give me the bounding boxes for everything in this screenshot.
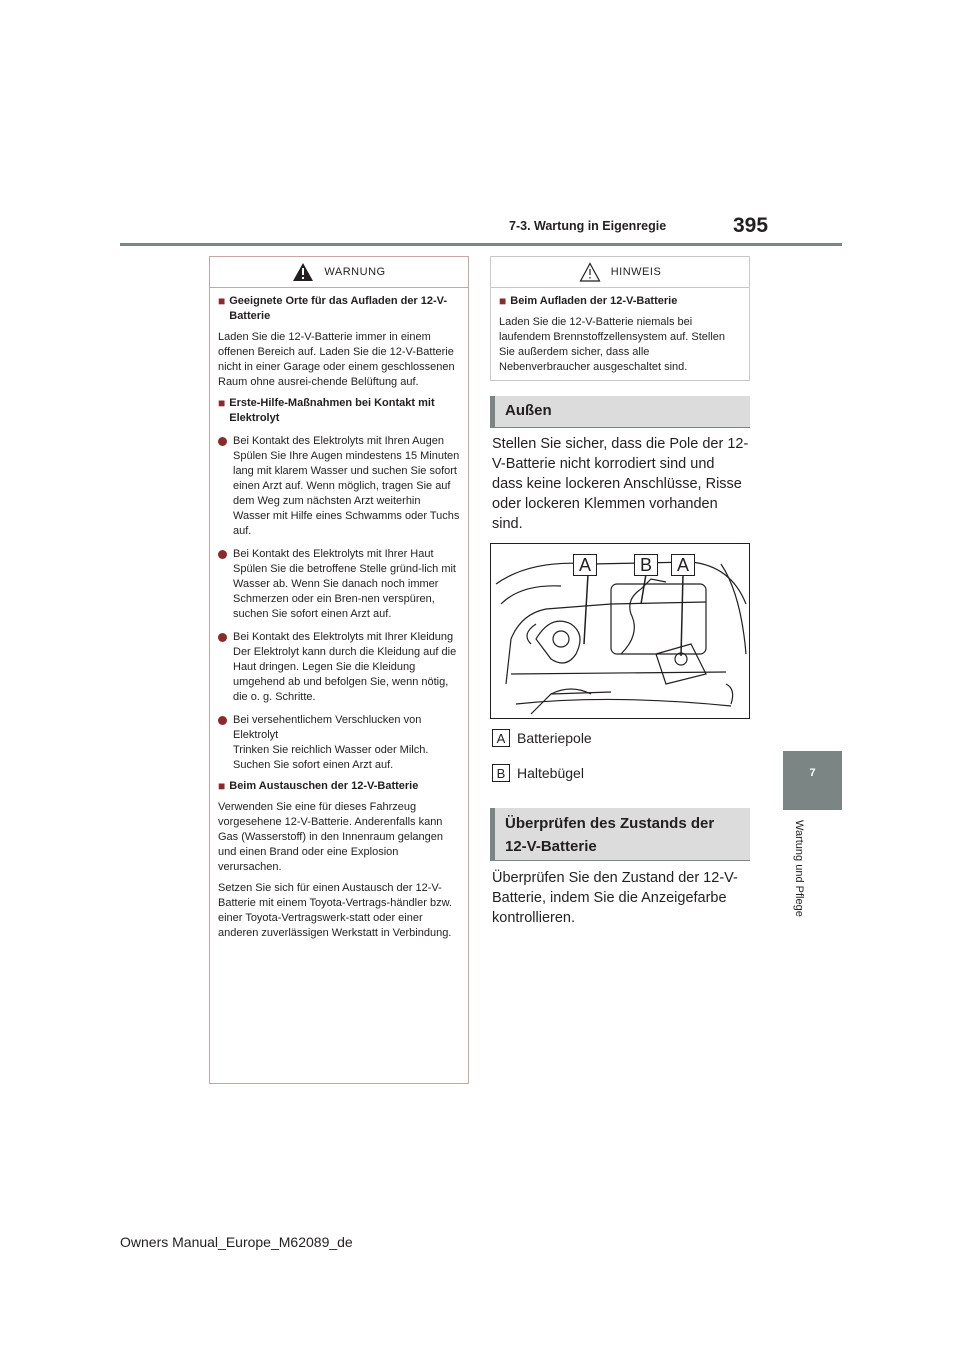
warning-text-replacement-dealer: Setzen Sie sich für einen Austausch der 12-V-Batterie mit einem Toyota-Vertrags-händler bzw. einer Toyota-Vertragswerk-statt oder einer anderen zuverlässigen Werkstatt in Verbindung. [218,882,452,939]
legend-item-b [492,764,584,782]
round-bullet-icon [218,633,227,642]
chapter-title: Wartung und Pflege [793,820,805,917]
round-bullet-icon [218,716,227,725]
outside-text: Stellen Sie sicher, dass die Pole der 12- V-Batterie nicht korrodiert sind und dass keine lockeren Anschlüsse, Risse oder lockeren Klemmen vorhanden sind. [492,436,749,532]
round-bullet-icon [218,550,227,559]
section-heading-check: Überprüfen des Zustands der 12-V-Batterie [490,808,750,861]
legend-letter-a: A [492,729,510,747]
warning-heading-charging-location: ■ Geeignete Orte für das Aufladen der 12-V-Batterie [218,294,448,322]
legend-label-a: Batteriepole [517,730,592,746]
warning-triangle-icon [292,262,314,282]
check-text: Überprüfen Sie den Zustand der 12-V- Batterie, indem Sie die Anzeigefarbe kontrollieren. [492,870,738,926]
first-aid-clothing: Bei Kontakt des Elektrolyts mit Ihrer Kleidung Der Elektrolyt kann durch die Kleidung auf die Haut dringen. Legen Sie die Kleidung umgehend ab und befolgen Sie, wenn nötig, die o. g. Schritte. [218,630,460,705]
page-number: 395 [733,214,769,237]
figure-label-b: B [634,554,658,576]
figure-label-a-right: A [671,554,695,576]
warning-text-replacement: Verwenden Sie eine für dieses Fahrzeug vorgesehene 12-V-Batterie. Anderenfalls kann Gas (Wasserstoff) in den Innenraum gelangen und einen Brand oder eine Explosion verursachen. [218,801,444,873]
warning-heading-replacement: ■ Beim Austauschen der 12-V-Batterie [218,779,419,793]
hint-heading: ■ Beim Aufladen der 12-V-Batterie [499,294,678,308]
header-rule [120,243,842,246]
square-bullet-icon: ■ [499,294,507,308]
battery-figure [490,543,750,719]
warning-text-charging-location: Laden Sie die 12-V-Batterie immer in einem offenen Bereich auf. Laden Sie die 12-V-Batterie nicht in einer Garage oder einem geschlossenen Raum ohne ausrei-chende Belüftung auf. [218,331,455,388]
legend-label-b: Haltebügel [517,765,584,781]
first-aid-swallowing: Bei versehentlichem Verschlucken von Elektrolyt Trinken Sie reichlich Wasser oder Milch. Suchen Sie sofort einen Arzt auf. [218,713,460,773]
warning-heading-first-aid: ■ Erste-Hilfe-Maßnahmen bei Kontakt mit Elektrolyt [218,396,435,424]
warning-title: WARNUNG [324,266,386,278]
battery-illustration [491,544,750,719]
square-bullet-icon: ■ [218,396,226,410]
round-bullet-icon [218,437,227,446]
hint-header [491,257,749,288]
warning-box [209,256,469,1084]
warning-header [210,257,468,288]
square-bullet-icon: ■ [218,779,226,793]
caution-triangle-icon [579,262,601,282]
hint-box [490,256,750,381]
footer-document-id: Owners Manual_Europe_M62089_de [120,1234,353,1250]
first-aid-eyes: Bei Kontakt des Elektrolyts mit Ihren Augen Spülen Sie Ihre Augen mindestens 15 Minuten lang mit klarem Wasser und suchen Sie sofort einen Arzt auf. Wenn möglich, tragen Sie auf dem Weg zum nächsten Arzt weiterhin Wasser mit Hilfe eines Schwamms oder Tuchs auf. [218,434,460,539]
first-aid-skin: Bei Kontakt des Elektrolyts mit Ihrer Haut Spülen Sie die betroffene Stelle gründ-lich mit Wasser ab. Wenn Sie danach noch immer Schmerzen oder ein Bren-nen verspüren, suchen Sie sofort einen Arzt auf. [218,547,460,622]
hint-text: Laden Sie die 12-V-Batterie niemals bei laufendem Brennstoffzellensystem auf. Stellen Sie außerdem sicher, dass alle Nebenverbraucher ausgeschaltet sind. [499,316,726,373]
legend-item-a [492,729,592,747]
square-bullet-icon: ■ [218,294,226,308]
chapter-tab[interactable]: 7 [783,751,842,810]
figure-label-a-left: A [573,554,597,576]
section-title: 7-3. Wartung in Eigenregie [509,219,667,233]
section-heading-outside: Außen [490,396,750,428]
hint-title: HINWEIS [610,266,662,278]
legend-letter-b: B [492,764,510,782]
